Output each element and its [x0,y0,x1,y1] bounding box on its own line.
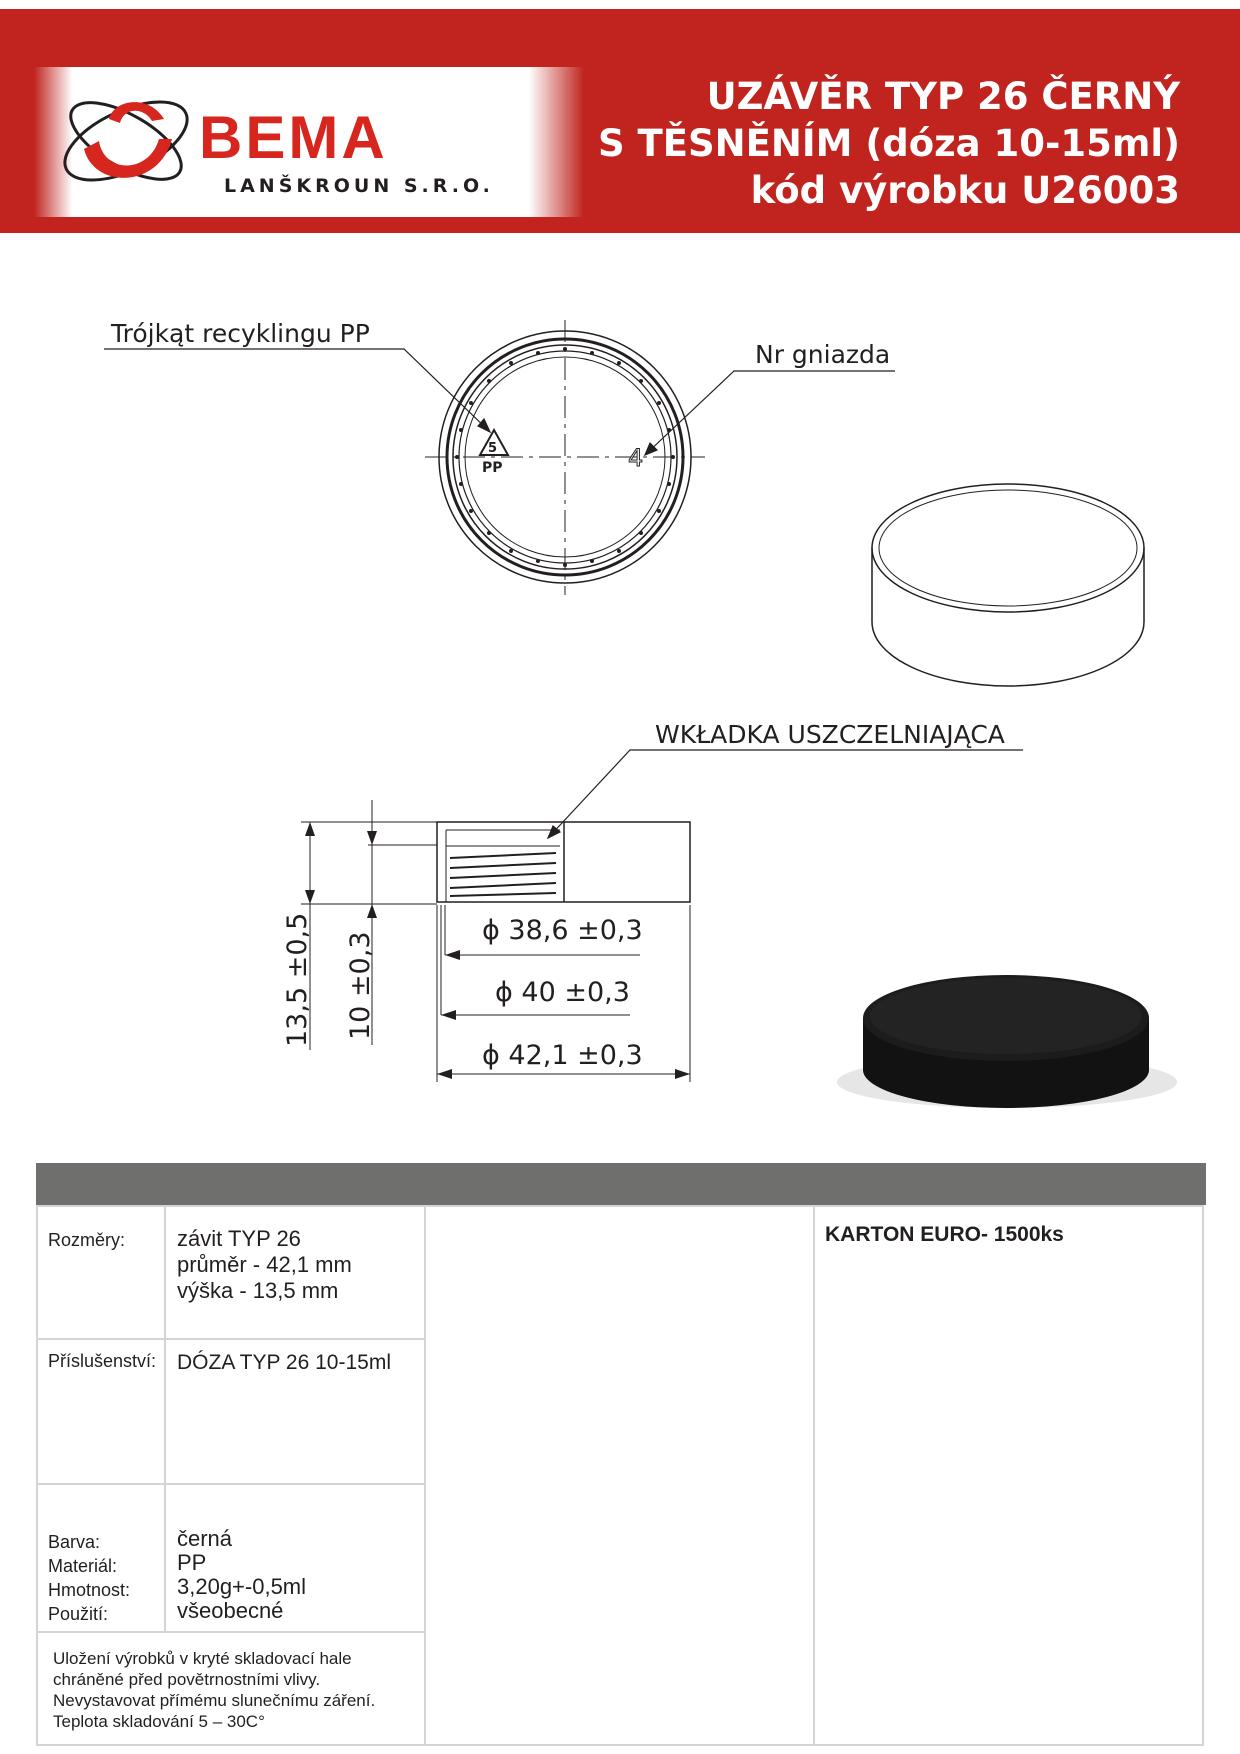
value-properties [177,1527,306,1623]
note-line: Nevystavovat přímému slunečnímu záření. [53,1691,376,1710]
callout-liner: WKŁADKA USZCZELNIAJĄCA [655,720,1005,749]
label-hmotnost: Hmotnost: [48,1580,131,1600]
title-line-1: UZÁVĚR TYP 26 ČERNÝ [706,75,1180,118]
storage-note [53,1648,375,1732]
value-material: PP [177,1550,207,1575]
value-line: průměr - 42,1 mm [177,1252,352,1277]
value-hmotnost: 3,20g+-0,5ml [177,1574,307,1599]
label-prislusenstvi: Příslušenství: [48,1351,157,1371]
dim-diameter-inner: ϕ 38,6 ±0,3 [482,915,643,946]
label-material: Materiál: [48,1556,118,1576]
value-rozmery [177,1226,352,1304]
label-barva: Barva: [48,1532,101,1552]
table-divider [38,1631,424,1633]
top-view [425,320,705,595]
recycle-material: PP [482,460,503,476]
brand-subtitle: LANŠKROUN S.R.O. [224,175,494,197]
value-line: výška - 13,5 mm [177,1278,339,1303]
label-properties [48,1530,130,1626]
table-divider [164,1207,166,1631]
cap-isometric [872,484,1144,686]
dim-height-inner: 10 ±0,3 [345,931,376,1040]
callout-leaders [104,349,1023,838]
cavity-number: 4 [628,444,644,472]
value-barva: černá [177,1526,233,1551]
table-divider [38,1483,424,1485]
callout-cavity: Nr gniazda [755,340,891,369]
callout-recycling: Trójkąt recyklingu PP [111,319,370,348]
title-line-2: S TĚSNĚNÍM (dóza 10-15ml) [597,122,1180,165]
label-pouziti: Použití: [48,1604,109,1624]
table-divider [424,1207,426,1744]
note-line: Uložení výrobků v kryté skladovací hale [53,1649,352,1668]
brand-name: BEMA [199,104,388,171]
value-prislusenstvi: DÓZA TYP 26 10-15ml [177,1351,391,1374]
note-line: chráněné před povětrnostními vlivy. [53,1670,321,1689]
table-divider [813,1207,815,1744]
table-header-band [36,1163,1206,1205]
cap-photo [837,975,1177,1108]
value-pouziti: všeobecné [177,1598,284,1623]
title-line-3: kód výrobku U26003 [750,169,1180,212]
recycle-code: 5 [488,441,498,456]
section-view [437,822,690,902]
dim-height-total: 13,5 ±0,5 [282,912,313,1047]
value-line: závit TYP 26 [177,1226,301,1251]
label-rozmery: Rozměry: [48,1230,126,1250]
carton-info: KARTON EURO- 1500ks [825,1223,1064,1246]
dim-diameter-outer: ϕ 42,1 ±0,3 [482,1040,643,1071]
note-line: Teplota skladování 5 – 30C° [53,1712,265,1731]
dim-diameter-mid: ϕ 40 ±0,3 [495,977,630,1008]
table-divider [38,1338,424,1340]
